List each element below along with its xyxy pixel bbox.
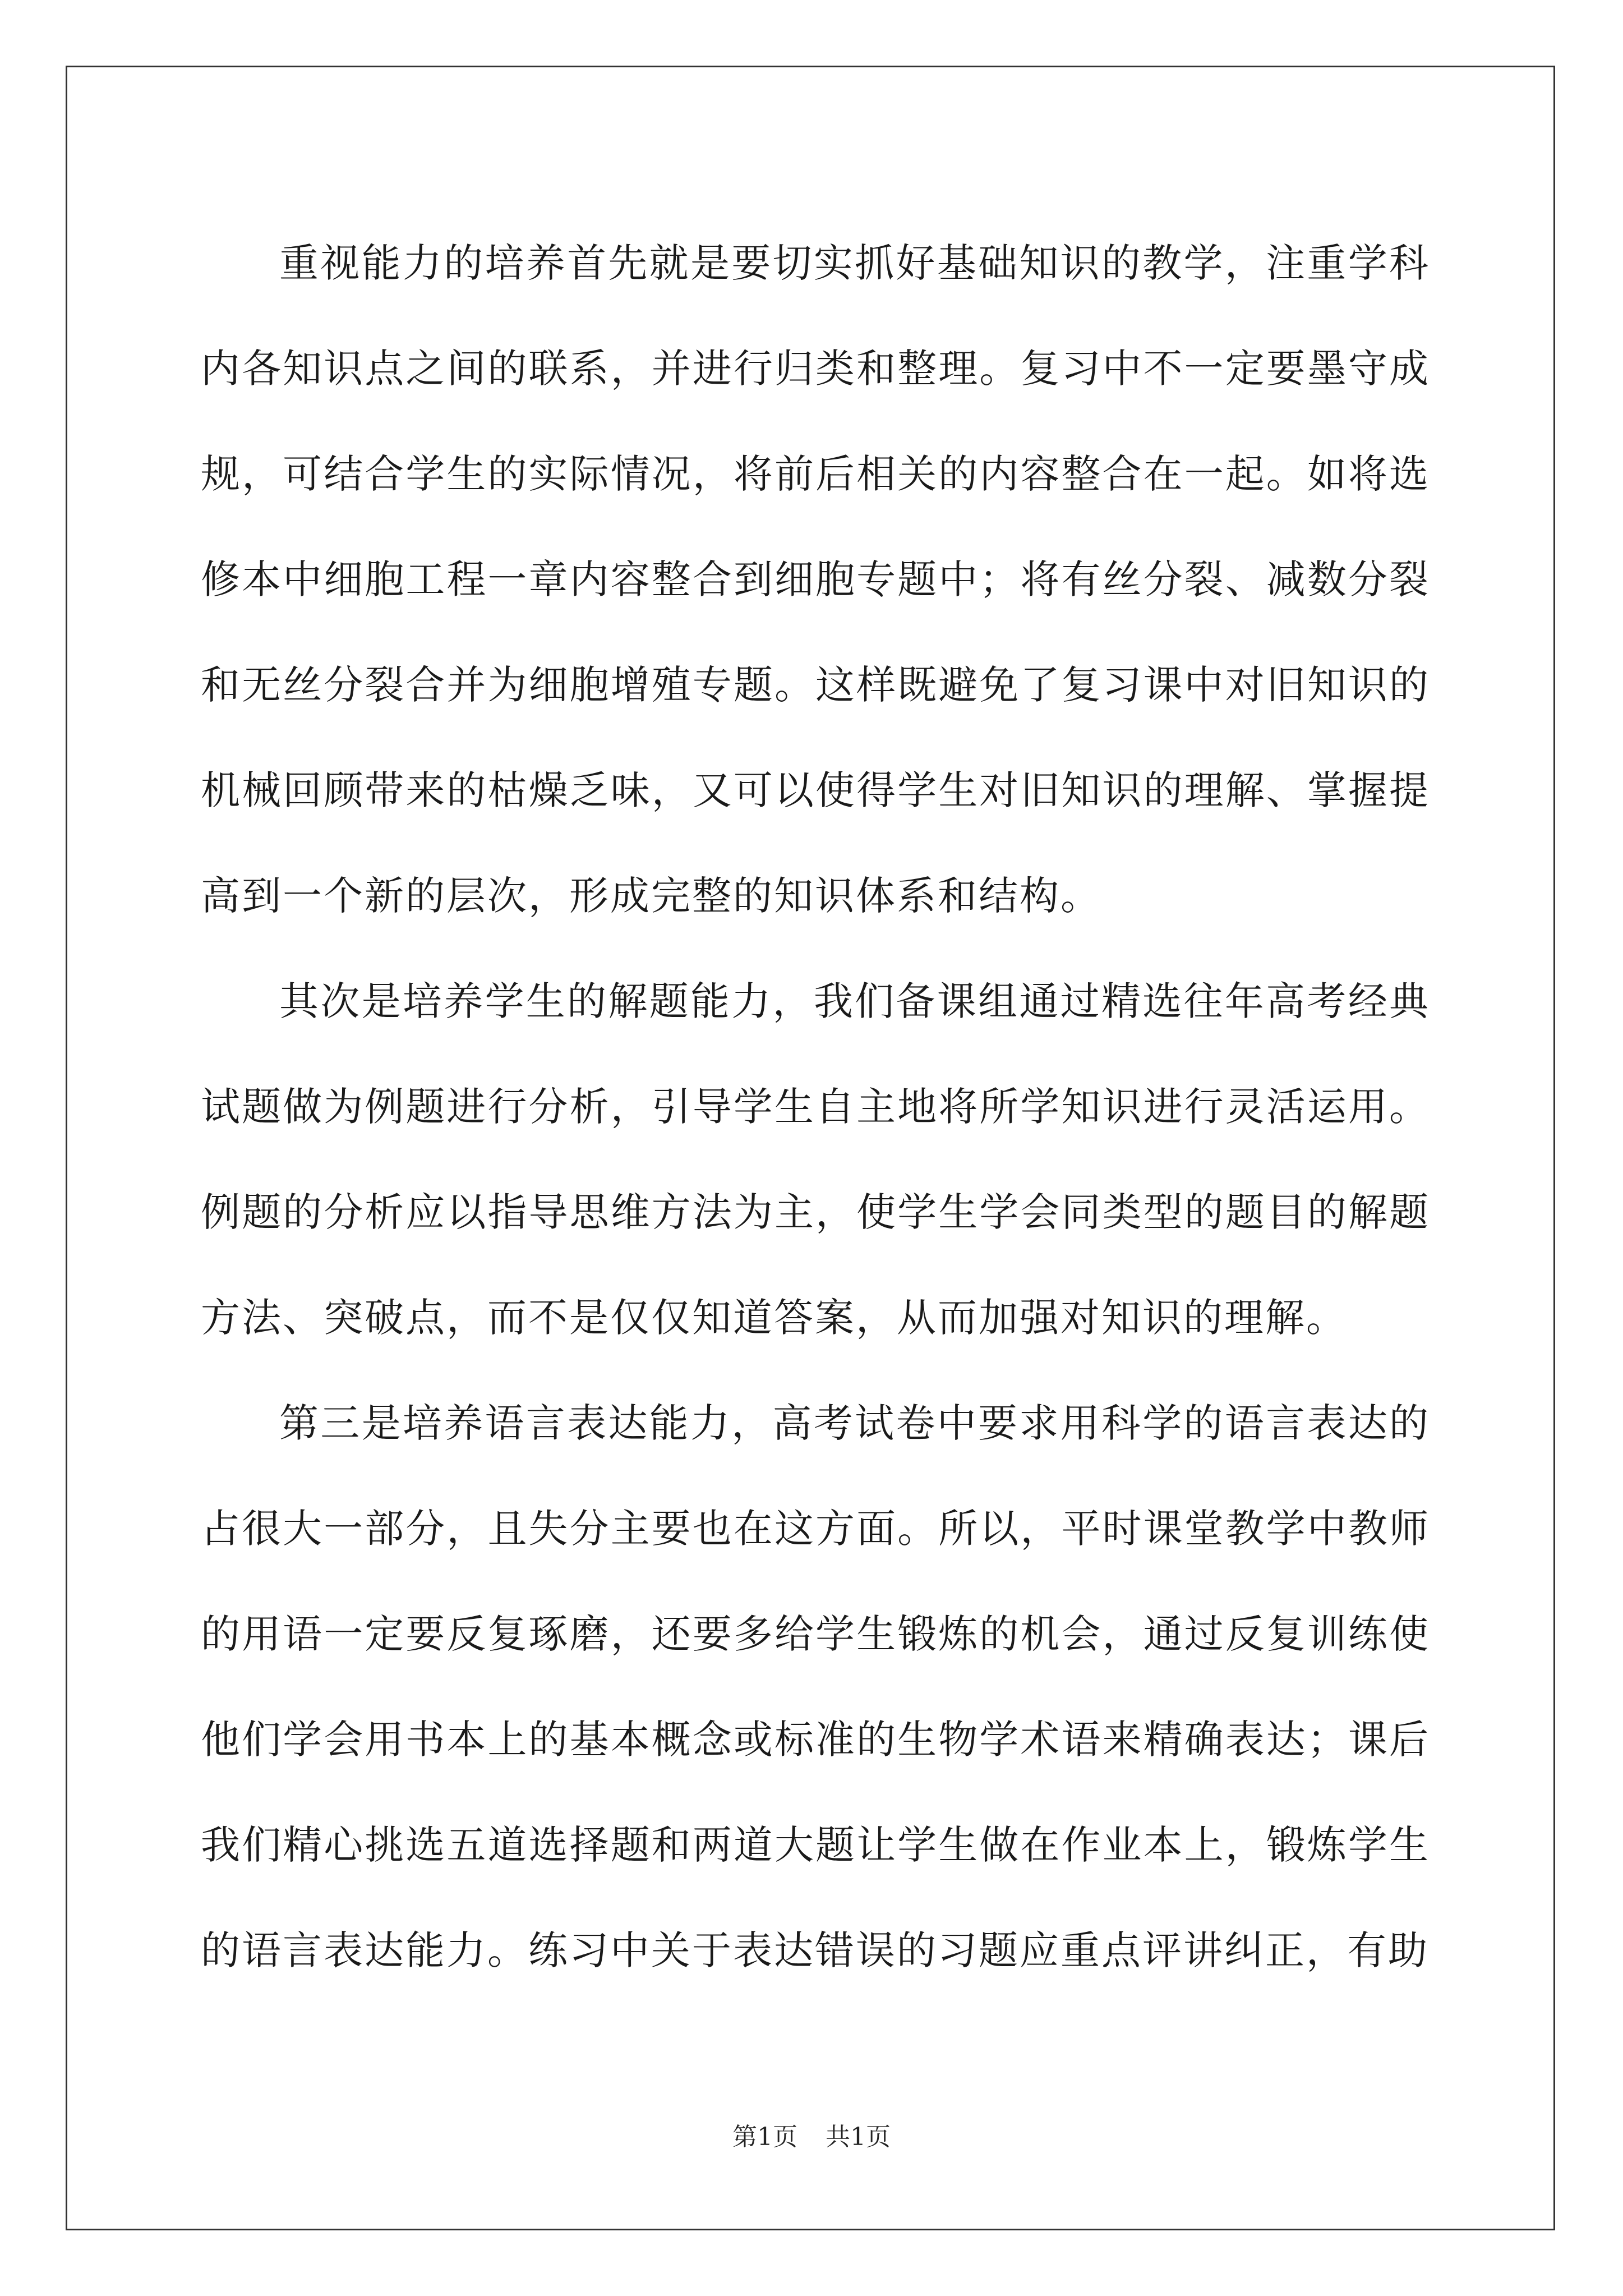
page-total: 共1页 (826, 2123, 891, 2151)
paragraph-2: 其次是培养学生的解题能力，我们备课组通过精选往年高考经典试题做为例题进行分析，引导学生自主地将所学知识进行灵活运用。例题的分析应以指导思维方法为主，使学生学会同类型的题目的解题方法、突破点，而不是仅仅知道答案，从而加强对知识的理解。 (201, 978, 1430, 1341)
paragraph-1: 重视能力的培养首先就是要切实抓好基础知识的教学，注重学科内各知识点之间的联系，并进行归类和整理。复习中不一定要墨守成规，可结合学生的实际情况，将前后相关的内容整合在一起。如将选修本中细胞工程一章内容整合到细胞专题中；将有丝分裂、减数分裂和无丝分裂合并为细胞增殖专题。这样既避免了复习课中对旧知识的机械回顾带来的枯燥乏味，又可以使得学生对旧知识的理解、掌握提高到一个新的层次，形成完整的知识体系和结构。 (201, 240, 1430, 919)
paragraph-3: 第三是培养语言表达能力，高考试卷中要求用科学的语言表达的占很大一部分，且失分主要也在这方面。所以，平时课堂教学中教师的用语一定要反复琢磨，还要多给学生锻炼的机会，通过反复训练使他们学会用书本上的基本概念或标准的生物学术语来精确表达；课后我们精心挑选五道选择题和两道大题让学生做在作业本上，锻炼学生的语言表达能力。练习中关于表达错误的习题应重点评讲纠正，有助 (201, 1400, 1430, 1973)
document-body (201, 210, 1430, 2003)
page-footer (0, 2120, 1623, 2154)
page-number: 第1页 (732, 2123, 797, 2151)
